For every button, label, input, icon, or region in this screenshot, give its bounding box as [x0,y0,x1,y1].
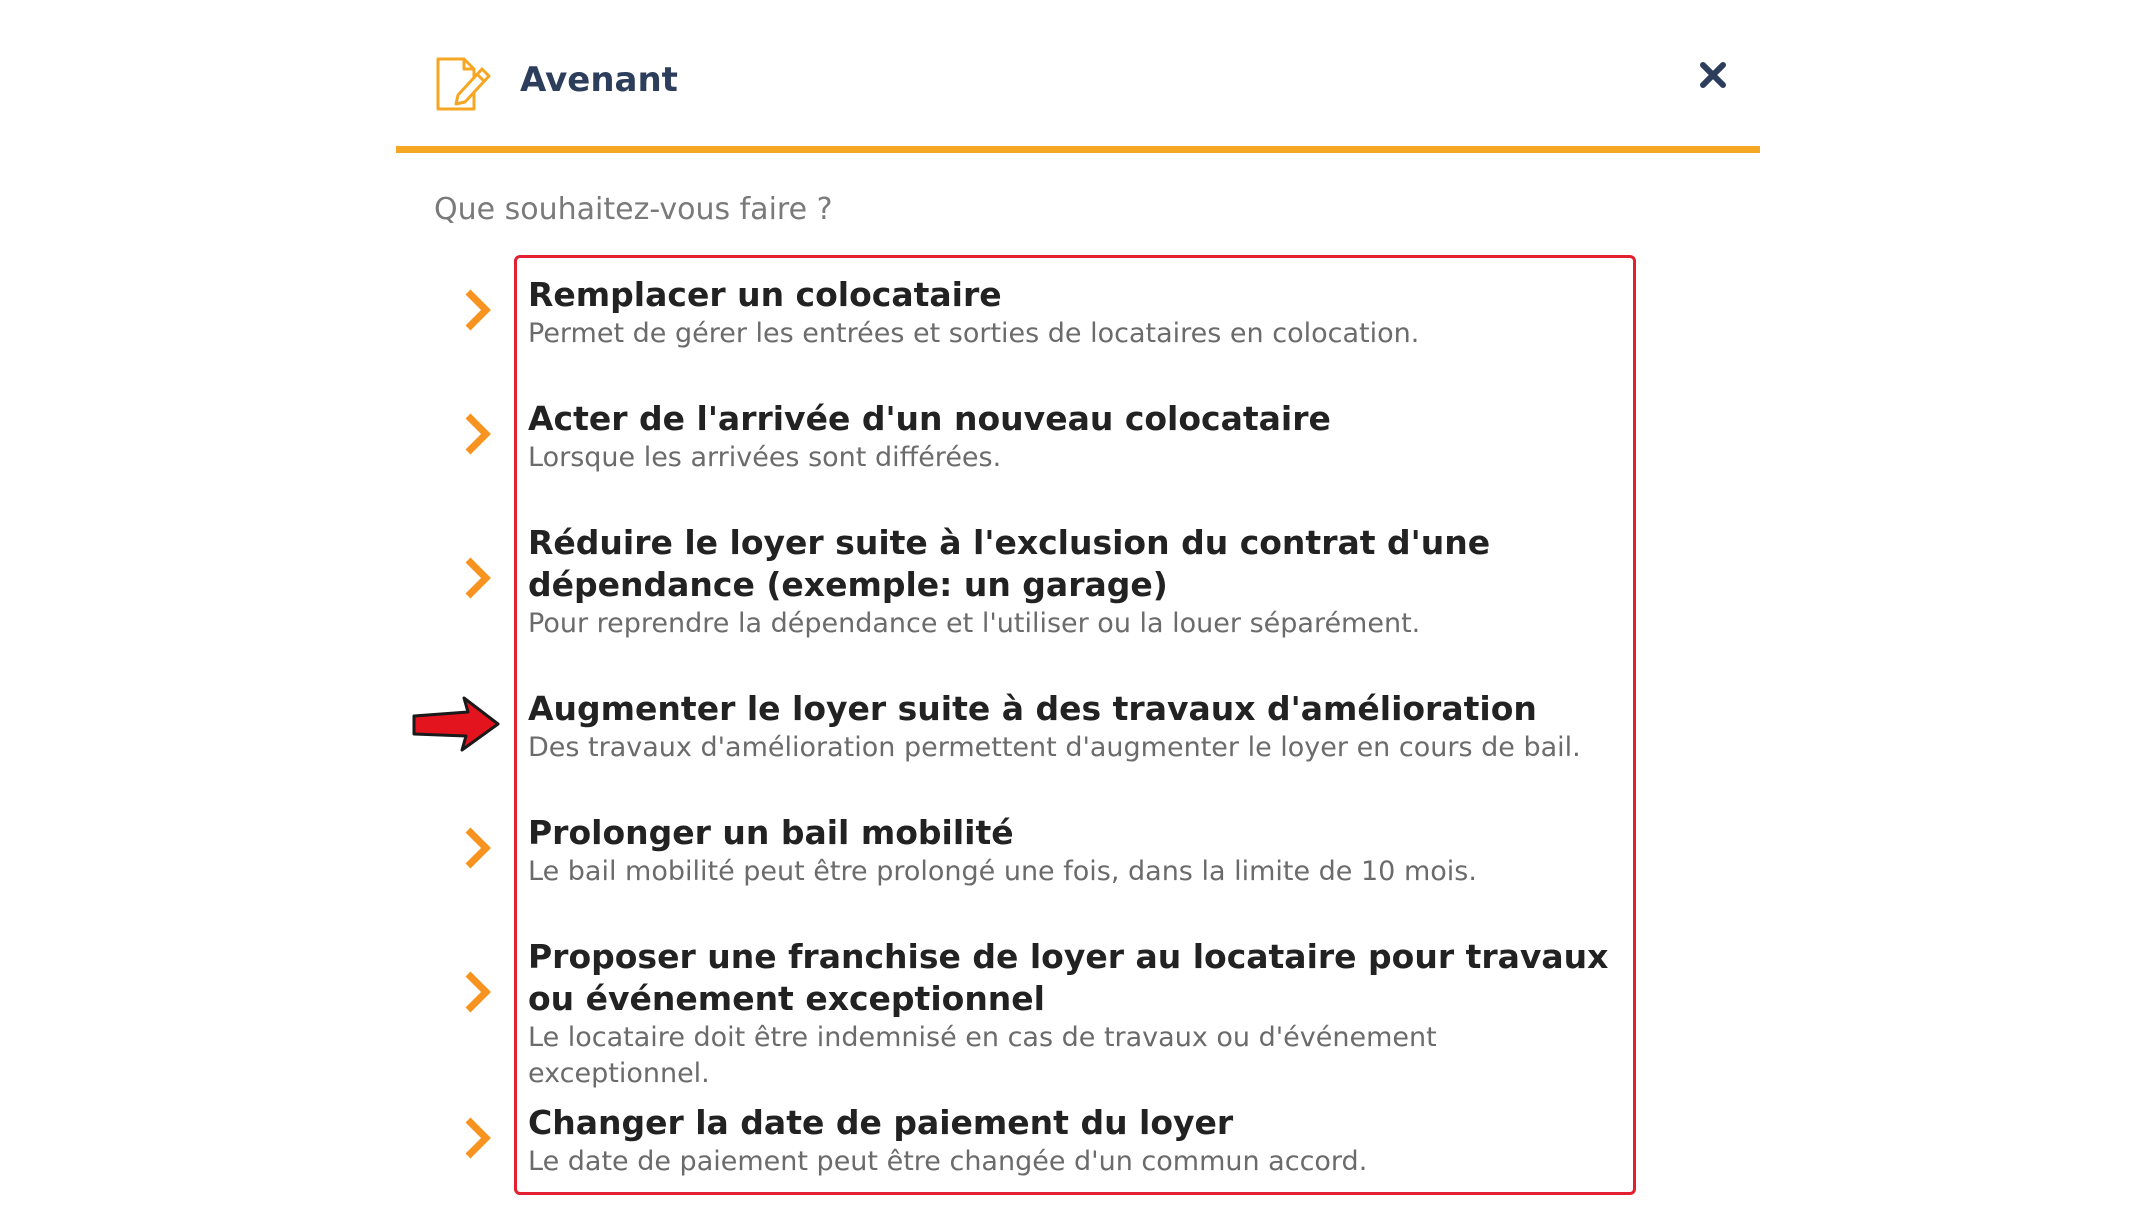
option-title: Réduire le loyer suite à l'exclusion du contrat d'une dépendance (exemple: un garage) [528,523,1491,604]
option-text [528,398,1618,476]
chevron-right-icon [462,556,492,600]
chevron-right-icon [462,412,492,456]
chevron-right-icon [462,826,492,870]
option-franchise-loyer[interactable] [396,932,1760,1089]
option-text [528,688,1618,766]
option-text [528,522,1618,642]
option-title: Changer la date de paiement du loyer [528,1103,1234,1142]
option-text [528,812,1618,890]
option-prolonger-bail[interactable] [396,808,1760,898]
document-edit-icon [432,55,494,113]
option-description: Permet de gérer les entrées et sorties de locataires en colocation. [528,318,1420,349]
chevron-right-icon [462,288,492,332]
dialog-title: Avenant [520,60,678,100]
option-description: Pour reprendre la dépendance et l'utiliser ou la louer séparément. [528,608,1421,639]
option-title: Augmenter le loyer suite à des travaux d'amélioration [528,689,1537,728]
option-arrivee-colocataire[interactable] [396,394,1760,484]
dialog-header [396,0,1760,153]
option-remplacer-colocataire[interactable] [396,270,1760,360]
option-reduire-loyer[interactable] [396,518,1760,650]
option-text [528,936,1618,1092]
red-arrow-pointer-icon [410,696,502,752]
option-description: Le locataire doit être indemnisé en cas de travaux ou d'événement exceptionnel. [528,1022,1437,1089]
option-text [528,1102,1618,1180]
chevron-right-icon [462,970,492,1014]
option-changer-date-paiement[interactable] [396,1098,1760,1188]
question-label: Que souhaitez-vous faire ? [434,192,833,227]
option-title: Acter de l'arrivée d'un nouveau colocataire [528,399,1331,438]
option-description: Lorsque les arrivées sont différées. [528,442,1002,473]
option-title: Prolonger un bail mobilité [528,813,1014,852]
close-icon[interactable] [1698,60,1728,90]
option-title: Remplacer un colocataire [528,275,1002,314]
avenant-dialog [396,0,1760,1215]
option-augmenter-loyer[interactable] [396,684,1760,774]
chevron-right-icon [462,1116,492,1160]
option-text [528,274,1618,352]
option-description: Le bail mobilité peut être prolongé une fois, dans la limite de 10 mois. [528,856,1477,887]
option-description: Le date de paiement peut être changée d'un commun accord. [528,1146,1368,1177]
option-description: Des travaux d'amélioration permettent d'augmenter le loyer en cours de bail. [528,732,1581,763]
option-title: Proposer une franchise de loyer au locataire pour travaux ou événement exceptionnel [528,937,1609,1018]
